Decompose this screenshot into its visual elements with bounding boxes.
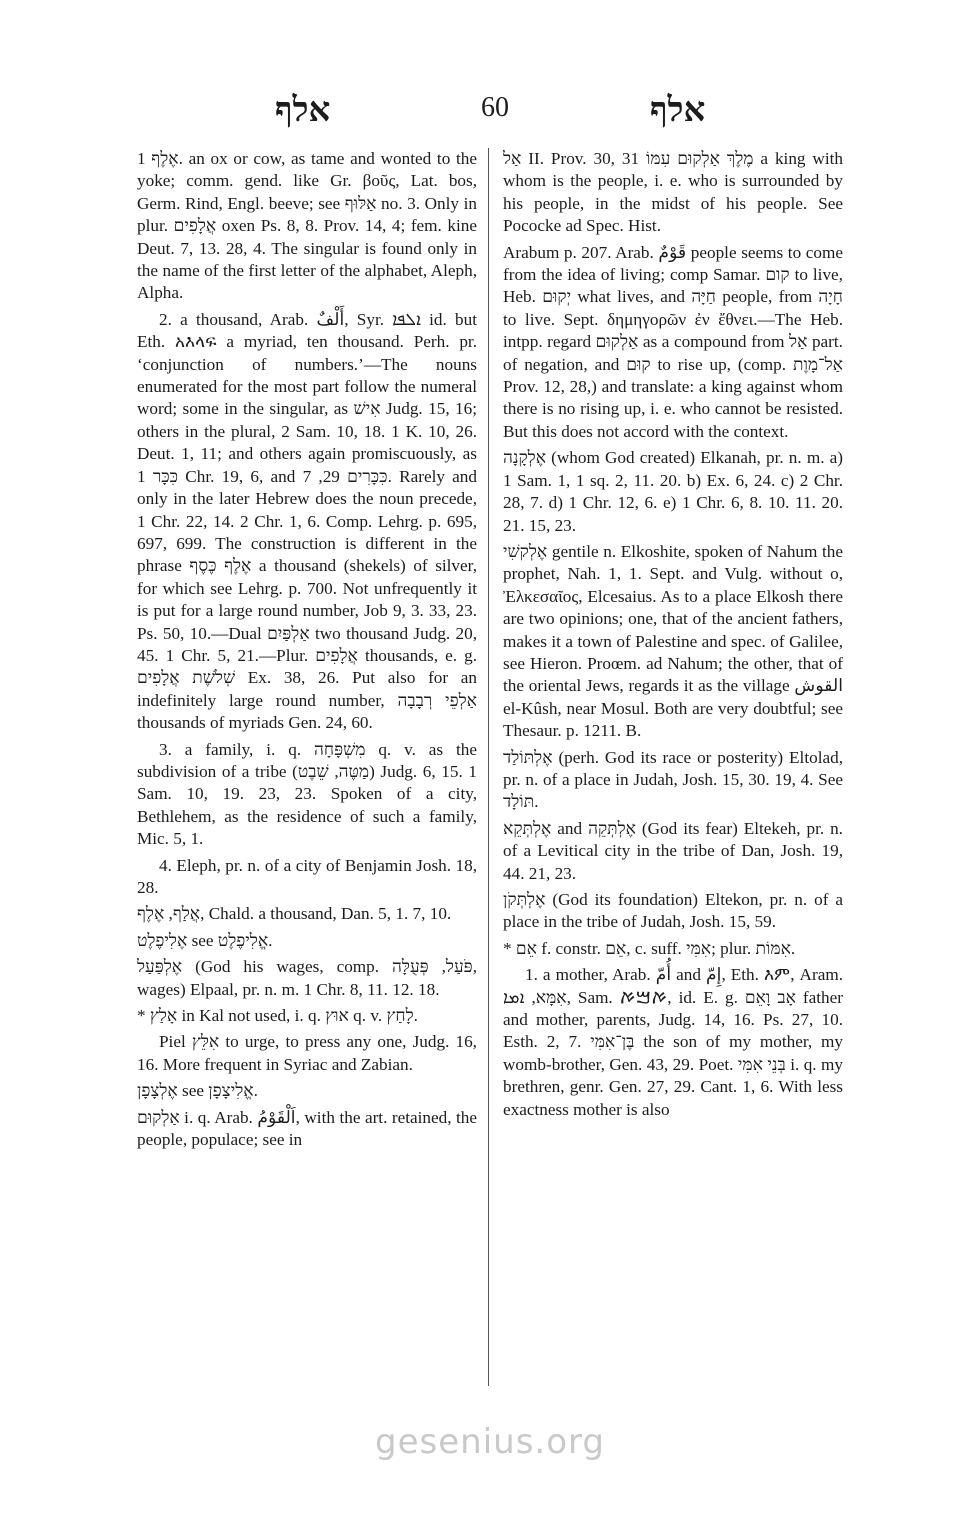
page-number: 60 — [481, 92, 509, 123]
entry-eliphelet-xref: אֶלִיפֶלֶט see אֱלִיפֶלֶט. — [137, 930, 273, 950]
entry-elef-family: 3. a family, i. q. מִשְׁפָּחָה q. v. as the subdivision of a tribe (מַטֶּה, שֵׁבֶט) Judg. 6, 15. 1 Sam. 10, 19. 23, 23. Spoken of a city, Bethlehem, as the residence of such a family, Mic. 5, 1. — [137, 739, 478, 849]
entry-alats-piel: Piel אִלֵּץ to urge, to press any one, Judg. 16, 16. More frequent in Syriac and Zabian. — [137, 1032, 477, 1074]
site-watermark: gesenius.org — [375, 1422, 605, 1462]
column-divider — [488, 148, 489, 1386]
entry-alats: * אָלַץ in Kal not used, i. q. אוּץ q. v. לָחַץ. — [137, 1006, 418, 1026]
entry-elpaal: אֶלְפַּעַל (God his wages, comp. פֹּעַל, פְּעֻלָּה, wages) Elpaal, pr. n. m. 1 Chr. 8, 11. 12. 18. — [137, 957, 477, 999]
entry-alqum-etymology: Arabum p. 207. Arab. قَوْمٌ people seems to come from the idea of living; comp Samar. קום to live, Heb. יְקוּם what lives, and חַיָּה people, from חָיָה to live. Sept. δημηγορῶν ἐν ἔθνει.—The Heb. intpp. regard אַלְקוּם as a compound from אַל part. of negation, and קוּם to rise up, (comp. אַל־מָוֶת Prov. 12, 28,) and translate: a king against whom there is no rising up, i. e. who cannot be resisted. But this does not accord with the context. — [503, 242, 843, 441]
entry-elkoshite: אֶלְקשִׁי gentile n. Elkoshite, spoken of Nahum the prophet, Nah. 1, 1. Sept. and Vulg. without ο, Ἐλκεσαῖος, Elcesaius. As to a place Elkosh there are two opinions; one, that of the ancient fathers, makes it a town of Palestine and spec. of Galilee, see Hieron. Proœm. ad Nahum; the other, that of the oriental Jews, regards it as the village القوش el-Kûsh, near Mosul. Both are very doubtful; see Thesaur. p. 1211. B. — [503, 541, 843, 741]
entry-alaf-chaldee: אֲלַף, אֶלֶף, Chald. a thousand, Dan. 5, 1. 7, 10. — [137, 904, 452, 924]
entry-elef-thousand: 2. a thousand, Arab. أَلْفٌ, Syr. ܐܠܦܐ id. but Eth. አእላፍ a myriad, ten thousand. Perh. pr. ‘conjunction of numbers.’—The nouns enumerated for the most part follow the numeral word; some in the singular, as אִישׁ Judg. 15, 16; others in the plural, 2 Sam. 10, 18. 1 K. 10, 26. Deut. 1, 11; and others again promiscuously, as כִּכָּר 1 Chr. 19, 6, and כִּכָּרִים 29, 7. Rarely and only in the later Hebrew does the noun precede, 1 Chr. 22, 14. 2 Chr. 1, 6. Comp. Lehrg. p. 695, 697, 699. The construction is different in the phrase אֶלֶף כֶּסֶף a thousand (shekels) of silver, for which see Lehrg. p. 700. Not unfrequently it is put for a large round number, Job 9, 3. 33, 23. Ps. 50, 10.—Dual אַלְפַּיִם two thousand Judg. 20, 45. 1 Chr. 5, 21.—Plur. אֲלָפִים thousands, e. g. שְׁלֹשֶׁת אֲלָפִים Ex. 38, 26. Put also for an indefinitely large round number, אַלְפֵי רְבָבָה thousands of myriads Gen. 24, 60. — [137, 309, 478, 733]
entry-eltekon: אֶלְתְּקֹן (God its foundation) Eltekon, pr. n. of a place in the tribe of Judah, Josh. 15, 59. — [503, 890, 843, 932]
right-column — [503, 148, 843, 1121]
entry-alqum: אַלְקוּם i. q. Arab. اَلْقَوْمُ, with the art. retained, the people, populace; see in — [137, 1107, 478, 1150]
entry-em: * אֵם f. constr. אֵם, c. suff. אִמִּי; plur. אִמּוֹת. — [503, 938, 796, 958]
entry-eltolad: אֶלְתּוֹלַד (perh. God its race or posterity) Eltolad, pr. n. of a place in Judah, Josh. 15, 30. 19, 4. See תּוֹלָד. — [503, 747, 843, 812]
page-header — [0, 92, 980, 142]
entry-eltsafan-xref: אֶלְצָפָן see אֱלִיצָפָן. — [137, 1081, 258, 1101]
left-running-headword: אלף — [275, 92, 331, 129]
entry-eltekeh: אֶלְתְּקֵא and אֶלְתְּקֵה (God its fear) Eltekeh, pr. n. of a Levitical city in the tribe of Dan, Josh. 19, 44. 21, 23. — [503, 818, 843, 883]
right-running-headword: אלף — [650, 92, 706, 129]
entry-elef-city: 4. Eleph, pr. n. of a city of Benjamin Josh. 18, 28. — [137, 855, 477, 897]
entry-elef-ox: אֶלֶף 1. an ox or cow, as tame and wonted to the yoke; comm. gend. like Gr. βοῦς, Lat. bos, Germ. Rind, Engl. beeve; see אַלּוּף no. 3. Only in plur. אֲלָפִים oxen Ps. 8, 8. Prov. 14, 4; fem. kine Deut. 7, 13. 28, 4. The singular is found only in the name of the first letter of the alphabet, Aleph, Alpha. — [137, 149, 477, 303]
entry-elkanah: אֶלְקָנָה (whom God created) Elkanah, pr. n. m. a) 1 Sam. 1, 1 sq. 2, 11. 20. b) Ex. 6, 24. c) 2 Chr. 28, 7. d) 1 Chr. 12, 6. e) 1 Chr. 6, 8. 10. 11. 20. 21. 15, 23. — [503, 448, 843, 535]
left-column — [137, 148, 477, 1151]
entry-em-mother: 1. a mother, Arab. أُمّ and إِمّ, Eth. እም, Aram. אִמָּא, ܐܡܐ, Sam. ࠀࠌࠀ, id. E. g. אָב וָאֵם father and mother, parents, Judg. 14, 16. Ps. 27, 10. Esth. 2, 7. בֶּן־אִמִּי the son of my mother, my womb-brother, Gen. 43, 29. Poet. בְּנֵי אִמִּי i. q. my brethren, genr. Gen. 27, 29. Cant. 1, 6. With less exactness mother is also — [503, 965, 844, 1119]
entry-alqum-continued: אַל II. Prov. 30, 31 מֶלֶךְ אַלְקוּם עִמּוֹ a king with whom is the people, i. e. who is surrounded by his people, in the midst of his people. See Pococke ad Spec. Hist. — [503, 149, 843, 236]
